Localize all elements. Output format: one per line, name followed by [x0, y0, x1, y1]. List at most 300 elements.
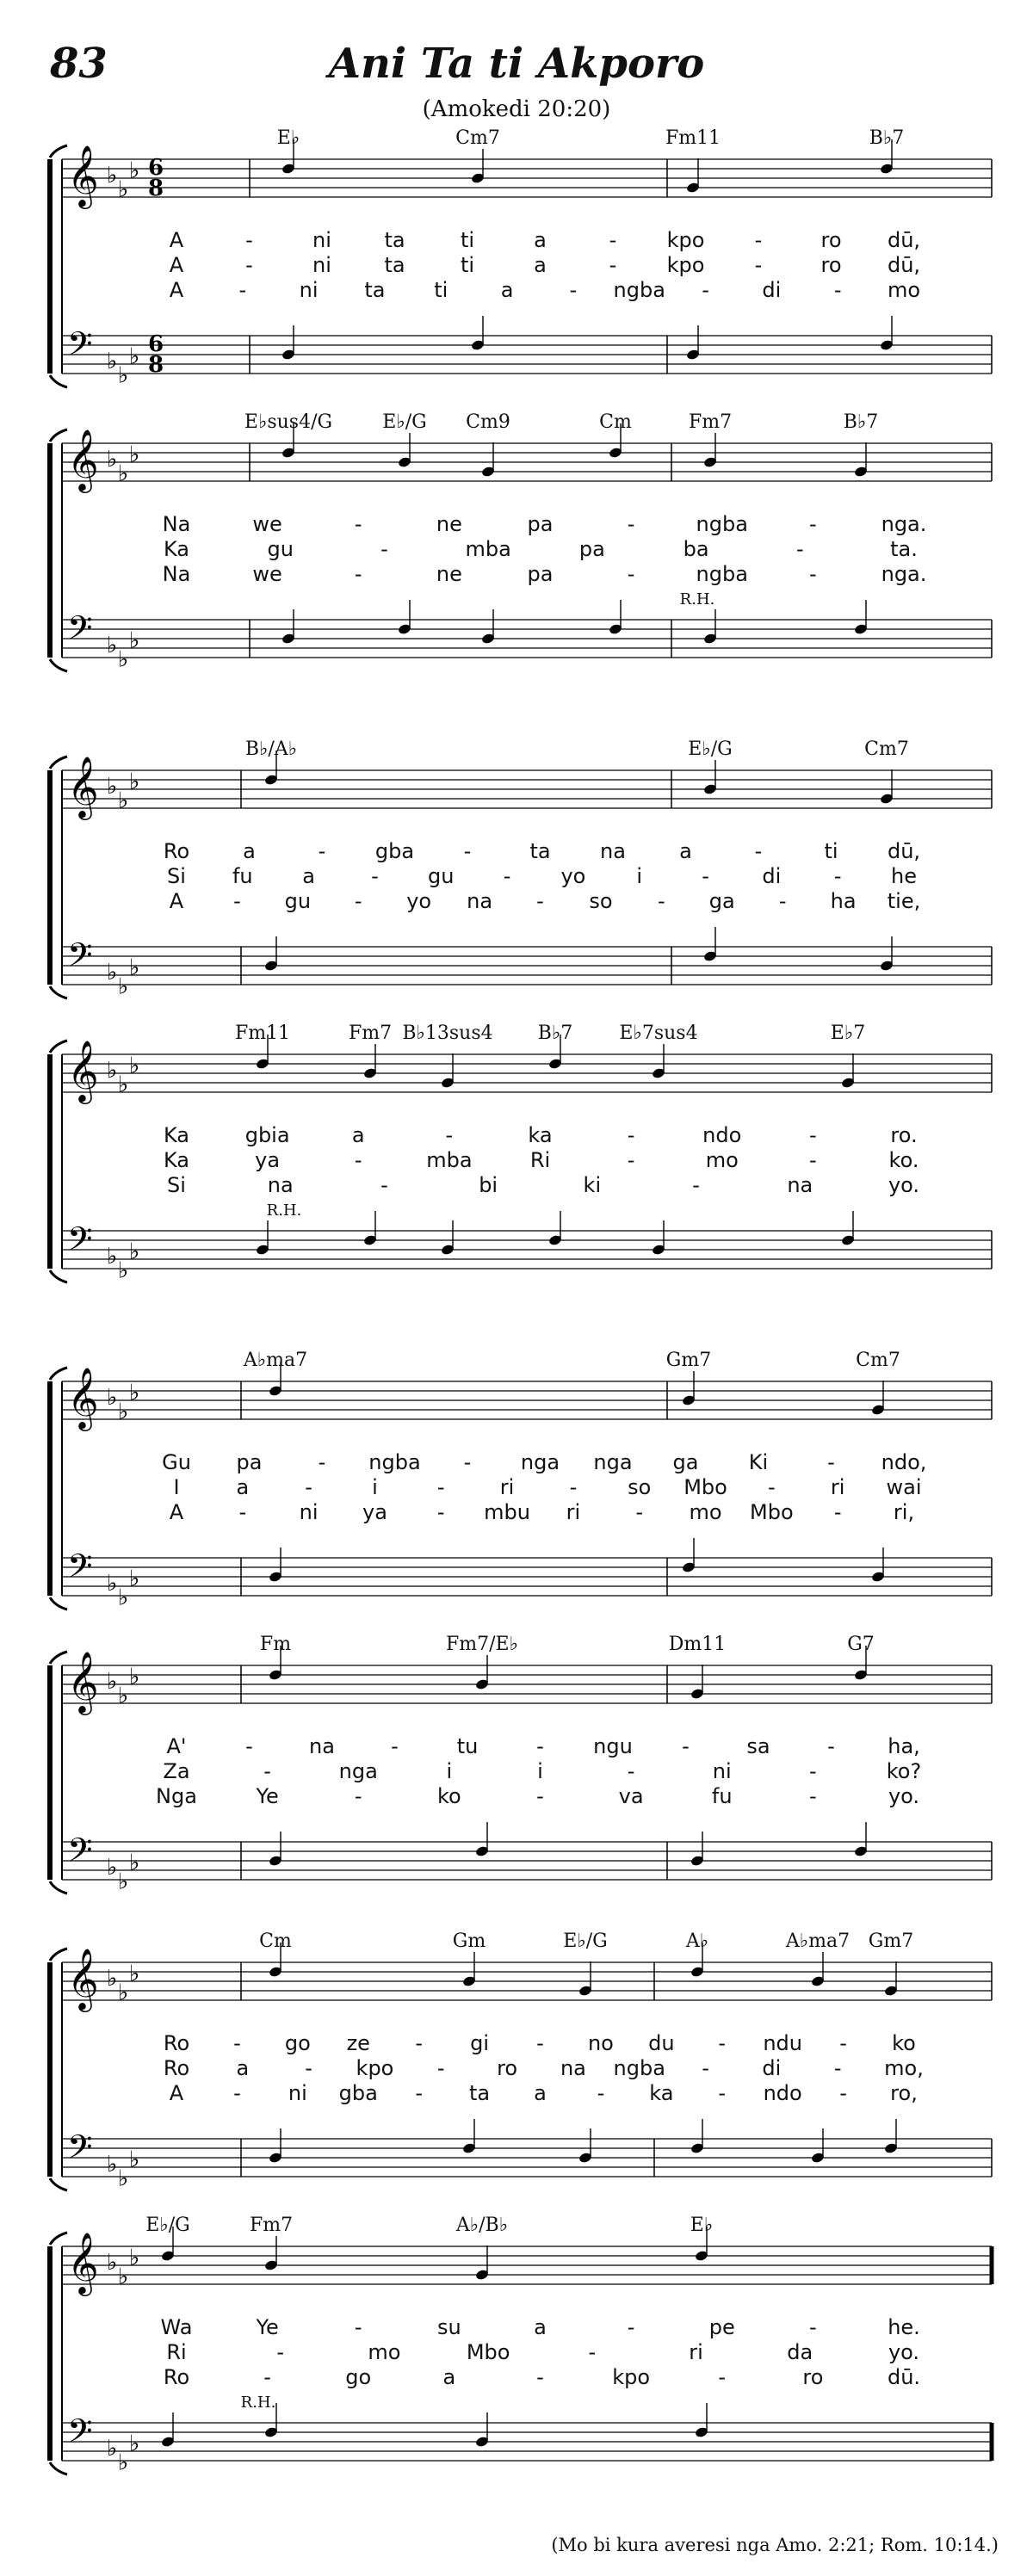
lyric-syllable: I [173, 1475, 180, 1499]
svg-text:♭: ♭ [129, 2245, 140, 2271]
lyric-syllable: Ro [163, 2056, 190, 2080]
syllable-hyphen: - [833, 2056, 842, 2080]
lyric-line-1 [0, 1734, 1033, 1760]
lyric-syllable: yo. [888, 1784, 920, 1808]
lyric-syllable: ha, [888, 1734, 920, 1758]
lyric-syllable: va [618, 1784, 644, 1808]
lyric-syllable: gi [470, 2031, 490, 2055]
lyric-syllable: a [534, 2081, 547, 2105]
lyric-syllable: i [372, 1475, 378, 1499]
lyric-syllable: go [284, 2031, 311, 2055]
chord-symbol: B♭13sus4 [402, 1022, 493, 1044]
syllable-hyphen: - [809, 512, 817, 536]
lyric-syllable: ngba [696, 562, 748, 586]
syllable-hyphen: - [702, 864, 709, 888]
lyric-syllable: gu [284, 889, 312, 913]
svg-text:♭: ♭ [118, 1869, 129, 1895]
bass-clef-icon: 𝄢 [67, 608, 93, 655]
lyric-syllable: ri [566, 1500, 581, 1524]
svg-text:♭: ♭ [107, 447, 118, 473]
svg-text:♭: ♭ [107, 1571, 118, 1597]
syllable-hyphen: - [463, 839, 472, 863]
lyric-syllable: pa [527, 512, 554, 536]
chord-symbol: E♭/G [688, 738, 733, 760]
treble-clef-icon: 𝄞 [67, 2231, 99, 2294]
lyric-syllable: Ro [163, 2365, 190, 2389]
chord-symbol: Gm [452, 1930, 486, 1952]
svg-text:♭: ♭ [107, 163, 118, 188]
right-hand-marker: R.H. [679, 590, 715, 608]
syllable-hyphen: - [754, 228, 763, 252]
lyric-syllable: ngba [613, 278, 665, 302]
syllable-hyphen: - [503, 864, 511, 888]
lyric-syllable: mo, [884, 2056, 924, 2080]
syllable-hyphen: - [657, 889, 665, 913]
syllable-hyphen: - [569, 278, 578, 302]
chord-symbol: A♭/B♭ [455, 2215, 509, 2236]
lyric-syllable: Ri [166, 2340, 187, 2364]
lyric-syllable: ndo [763, 2081, 802, 2105]
syllable-hyphen: - [609, 228, 617, 252]
syllable-hyphen: - [768, 1475, 776, 1499]
svg-text:♭: ♭ [129, 2431, 140, 2457]
lyric-syllable: so [589, 889, 613, 913]
system-7 [0, 1924, 1033, 2216]
lyric-syllable: ta [384, 228, 405, 252]
lyric-syllable: i [446, 1759, 453, 1783]
lyric-syllable: he [891, 864, 917, 888]
lyric-line-3 [0, 278, 1033, 304]
lyric-line-1 [0, 228, 1033, 254]
lyric-syllable: Na [162, 562, 191, 586]
right-hand-marker: R.H. [240, 2394, 276, 2412]
svg-text:♭: ♭ [118, 1399, 129, 1425]
lyric-syllable: na [560, 2056, 586, 2080]
lyric-syllable: yo. [888, 1173, 920, 1197]
svg-text:♭: ♭ [107, 1385, 118, 1411]
svg-text:♭: ♭ [129, 1664, 140, 1690]
lyric-syllable: A [169, 228, 184, 252]
chord-symbol: B♭7 [869, 127, 905, 149]
lyric-syllable: gu [428, 864, 455, 888]
system-4 [0, 1016, 1033, 1308]
lyric-syllable: ta [529, 839, 551, 863]
svg-text:♭: ♭ [129, 1566, 140, 1592]
lyric-syllable: ndo, [881, 1450, 927, 1474]
syllable-hyphen: - [839, 2081, 847, 2105]
lyric-syllable: Ka [163, 1123, 190, 1147]
chord-symbol: Cm7 [864, 738, 909, 760]
svg-text:♭: ♭ [129, 627, 140, 654]
syllable-hyphen: - [833, 278, 842, 302]
lyric-syllable: A [169, 889, 184, 913]
svg-text:6: 6 [148, 155, 164, 181]
bass-clef-icon: 𝄢 [67, 2412, 93, 2458]
lyric-syllable: Si [167, 1173, 186, 1197]
lyric-syllable: kpo [612, 2365, 651, 2389]
lyric-syllable: dū, [887, 839, 921, 863]
lyric-syllable: we [252, 512, 282, 536]
lyric-line-2 [0, 1475, 1033, 1501]
lyric-syllable: ya [255, 1148, 281, 1172]
lyric-syllable: A [169, 1500, 184, 1524]
lyric-syllable: ni [312, 253, 331, 277]
bass-clef-icon: 𝄢 [67, 1220, 93, 1266]
syllable-hyphen: - [238, 1500, 247, 1524]
svg-text:♭: ♭ [129, 2147, 140, 2173]
svg-text:♭: ♭ [107, 2152, 118, 2178]
chord-symbol: Gm7 [665, 1350, 712, 1371]
lyric-syllable: nga. [881, 512, 927, 536]
lyric-syllable: ngba [613, 2056, 665, 2080]
lyric-syllable: Ye [256, 2315, 279, 2339]
lyric-syllable: A' [166, 1734, 187, 1758]
syllable-hyphen: - [795, 537, 804, 561]
lyric-syllable: Nga [156, 1784, 197, 1808]
lyric-syllable: ka [649, 2081, 674, 2105]
lyric-syllable: Mbo [684, 1475, 727, 1499]
syllable-hyphen: - [354, 2315, 362, 2339]
lyric-syllable: bi [479, 1173, 498, 1197]
lyric-syllable: ro. [890, 1123, 918, 1147]
lyric-syllable: a [500, 278, 514, 302]
lyric-syllable: ko? [886, 1759, 922, 1783]
lyric-syllable: Ki [748, 1450, 769, 1474]
lyric-syllable: A [169, 2081, 184, 2105]
lyric-syllable: a [302, 864, 315, 888]
lyric-syllable: Wa [160, 2315, 193, 2339]
syllable-hyphen: - [839, 2031, 847, 2055]
syllable-hyphen: - [627, 512, 635, 536]
chord-symbol: Cm9 [466, 411, 510, 433]
syllable-hyphen: - [263, 2365, 271, 2389]
lyric-syllable: du [648, 2031, 675, 2055]
lyric-syllable: a [236, 2056, 250, 2080]
lyric-syllable: Ka [163, 537, 190, 561]
lyric-syllable: ngba [368, 1450, 421, 1474]
lyric-syllable: ni [712, 1759, 732, 1783]
syllable-hyphen: - [233, 2081, 241, 2105]
lyric-syllable: A [169, 278, 184, 302]
syllable-hyphen: - [536, 2365, 544, 2389]
lyric-syllable: di [762, 864, 782, 888]
lyric-syllable: fu [232, 864, 253, 888]
lyric-syllable: Za [163, 1759, 190, 1783]
lyric-syllable: na [309, 1734, 335, 1758]
lyric-syllable: na [787, 1173, 813, 1197]
lyric-syllable: yo [406, 889, 432, 913]
lyric-syllable: a [243, 839, 256, 863]
lyric-line-2 [0, 864, 1033, 890]
chord-symbol: Cm [599, 411, 632, 433]
svg-text:♭: ♭ [118, 362, 129, 389]
syllable-hyphen: - [635, 1500, 644, 1524]
syllable-hyphen: - [627, 1759, 635, 1783]
syllable-hyphen: - [305, 1475, 312, 1499]
lyric-syllable: dū, [887, 253, 921, 277]
svg-text:♭: ♭ [129, 1380, 140, 1406]
treble-clef-icon: 𝄞 [67, 1947, 99, 2010]
svg-text:♭: ♭ [129, 1850, 140, 1876]
lyric-line-1 [0, 1123, 1033, 1149]
svg-text:♭: ♭ [107, 960, 118, 985]
lyric-syllable: so [628, 1475, 652, 1499]
lyric-syllable: ti [460, 253, 475, 277]
lyric-syllable: ro [802, 2365, 824, 2389]
lyric-syllable: ni [299, 278, 319, 302]
syllable-hyphen: - [692, 1173, 700, 1197]
lyric-line-1 [0, 839, 1033, 865]
syllable-hyphen: - [536, 2031, 544, 2055]
lyric-syllable: go [345, 2365, 372, 2389]
lyric-syllable: ni [288, 2081, 307, 2105]
syllable-hyphen: - [263, 1759, 271, 1783]
footer-note: (Mo bi kura averesi nga Amo. 2:21; Rom. 10:14.) [551, 2535, 999, 2555]
chord-symbol: Fm11 [665, 127, 721, 149]
svg-text:♭: ♭ [118, 1585, 129, 1611]
syllable-hyphen: - [233, 889, 241, 913]
lyric-syllable: a [534, 228, 547, 252]
treble-clef-icon: 𝄞 [67, 1650, 99, 1713]
svg-text:♭: ♭ [107, 1244, 118, 1269]
lyric-syllable: kpo [666, 253, 705, 277]
lyric-line-3 [0, 1784, 1033, 1810]
syllable-hyphen: - [588, 2340, 597, 2364]
lyric-line-3 [0, 2081, 1033, 2107]
lyric-syllable: ko. [888, 1148, 919, 1172]
lyric-syllable: pe [708, 2315, 735, 2339]
lyric-syllable: nga [593, 1450, 633, 1474]
lyric-line-1 [0, 512, 1033, 538]
chord-symbol: G7 [847, 1634, 875, 1655]
svg-text:♭: ♭ [107, 774, 118, 800]
syllable-hyphen: - [702, 2056, 709, 2080]
syllable-hyphen: - [833, 864, 842, 888]
chord-symbol: Fm [259, 1634, 292, 1655]
syllable-hyphen: - [391, 1734, 399, 1758]
syllable-hyphen: - [354, 1148, 362, 1172]
system-1 [0, 120, 1033, 413]
lyric-syllable: ngu [593, 1734, 633, 1758]
syllable-hyphen: - [233, 2031, 241, 2055]
lyric-syllable: mba [426, 1148, 473, 1172]
lyric-syllable: ba [683, 537, 709, 561]
syllable-hyphen: - [609, 253, 617, 277]
lyric-line-2 [0, 2056, 1033, 2082]
lyric-syllable: gba [374, 839, 415, 863]
treble-clef-icon: 𝄞 [67, 428, 99, 491]
svg-text:♭: ♭ [118, 646, 129, 673]
lyric-syllable: na [600, 839, 626, 863]
bass-clef-icon: 𝄢 [67, 936, 93, 982]
syllable-hyphen: - [702, 278, 709, 302]
svg-text:♭: ♭ [129, 954, 140, 981]
hymn-subtitle: (Amokedi 20:20) [422, 96, 611, 122]
lyric-syllable: dū. [887, 2365, 921, 2389]
lyric-syllable: ngba [696, 512, 748, 536]
bass-clef-icon: 𝄢 [67, 1831, 93, 1877]
lyric-syllable: a [534, 253, 547, 277]
svg-text:♭: ♭ [118, 2449, 129, 2476]
svg-text:♭: ♭ [129, 1053, 140, 1079]
chord-symbol: Fm7 [249, 2215, 294, 2236]
svg-text:♭: ♭ [107, 1966, 118, 1992]
lyric-syllable: su [437, 2315, 461, 2339]
syllable-hyphen: - [809, 562, 817, 586]
system-5 [0, 1343, 1033, 1635]
syllable-hyphen: - [318, 839, 326, 863]
lyric-syllable: sa [746, 1734, 770, 1758]
lyric-syllable: ki [583, 1173, 602, 1197]
lyric-line-3 [0, 1173, 1033, 1199]
syllable-hyphen: - [354, 562, 362, 586]
lyric-syllable: yo [560, 864, 586, 888]
chord-symbol: E♭/G [145, 2215, 190, 2236]
lyric-syllable: wai [886, 1475, 922, 1499]
lyric-syllable: Ri [529, 1148, 551, 1172]
bass-clef-icon: 𝄢 [67, 324, 93, 371]
lyric-syllable: ni [312, 228, 331, 252]
svg-text:♭: ♭ [107, 1669, 118, 1695]
treble-clef-icon: 𝄞 [67, 1039, 99, 1102]
syllable-hyphen: - [833, 1500, 842, 1524]
lyric-syllable: Ye [256, 1784, 279, 1808]
chord-symbol: E♭ [276, 127, 300, 149]
lyric-syllable: Si [167, 864, 186, 888]
lyric-syllable: ga [708, 889, 735, 913]
svg-text:♭: ♭ [118, 973, 129, 1000]
syllable-hyphen: - [276, 2340, 285, 2364]
svg-text:♭: ♭ [118, 1683, 129, 1709]
chord-symbol: Fm11 [234, 1022, 291, 1044]
syllable-hyphen: - [536, 1784, 544, 1808]
lyric-line-3 [0, 889, 1033, 915]
hymn-header [0, 0, 1033, 120]
lyric-syllable: yo. [888, 2340, 920, 2364]
lyric-syllable: nga [338, 1759, 378, 1783]
lyric-syllable: ta [364, 278, 386, 302]
syllable-hyphen: - [809, 1148, 817, 1172]
lyric-syllable: ni [299, 1500, 319, 1524]
lyric-syllable: tie, [887, 889, 921, 913]
syllable-hyphen: - [569, 1475, 578, 1499]
lyric-syllable: he. [888, 2315, 920, 2339]
lyric-syllable: ndu [763, 2031, 802, 2055]
lyric-syllable: na [467, 889, 493, 913]
syllable-hyphen: - [627, 1148, 635, 1172]
svg-text:♭: ♭ [129, 343, 140, 370]
svg-text:♭: ♭ [107, 2436, 118, 2462]
lyric-syllable: nga [520, 1450, 560, 1474]
syllable-hyphen: - [536, 889, 544, 913]
lyric-syllable: mo [705, 1148, 739, 1172]
syllable-hyphen: - [436, 1500, 445, 1524]
lyric-syllable: mba [465, 537, 511, 561]
lyric-syllable: fu [711, 1784, 733, 1808]
lyric-syllable: Ro [163, 839, 190, 863]
lyric-syllable: a [442, 2365, 456, 2389]
syllable-hyphen: - [380, 1173, 388, 1197]
system-6 [0, 1627, 1033, 1919]
lyric-line-1 [0, 2031, 1033, 2057]
lyric-syllable: ne [436, 562, 462, 586]
lyric-syllable: A [169, 253, 184, 277]
syllable-hyphen: - [415, 2081, 423, 2105]
lyric-line-2 [0, 1148, 1033, 1174]
lyric-syllable: ndo [702, 1123, 742, 1147]
chord-symbol: Fm7 [348, 1022, 393, 1044]
bass-clef-icon: 𝄢 [67, 1547, 93, 1593]
lyric-syllable: ti [824, 839, 838, 863]
chord-symbol: Fm7 [688, 411, 733, 433]
svg-text:♭: ♭ [107, 1855, 118, 1881]
lyric-syllable: ga [672, 1450, 699, 1474]
lyric-syllable: ta [384, 253, 405, 277]
syllable-hyphen: - [463, 1450, 472, 1474]
syllable-hyphen: - [536, 1734, 544, 1758]
lyric-syllable: ri, [893, 1500, 915, 1524]
lyric-line-1 [0, 2315, 1033, 2341]
svg-text:♭: ♭ [129, 769, 140, 795]
lyric-syllable: ne [436, 512, 462, 536]
lyric-line-1 [0, 1450, 1033, 1476]
system-8 [0, 2208, 1033, 2500]
lyric-syllable: ya [362, 1500, 387, 1524]
syllable-hyphen: - [354, 1784, 362, 1808]
syllable-hyphen: - [809, 1784, 817, 1808]
syllable-hyphen: - [718, 2365, 727, 2389]
syllable-hyphen: - [445, 1123, 454, 1147]
svg-text:♭: ♭ [129, 158, 140, 184]
lyric-syllable: Na [162, 512, 191, 536]
lyric-line-2 [0, 253, 1033, 279]
syllable-hyphen: - [718, 2081, 727, 2105]
svg-text:♭: ♭ [118, 1980, 129, 2006]
lyric-syllable: ri [689, 2340, 703, 2364]
syllable-hyphen: - [436, 2056, 445, 2080]
svg-text:8: 8 [148, 352, 164, 378]
syllable-hyphen: - [354, 889, 362, 913]
lyric-syllable: gbia [244, 1123, 290, 1147]
svg-text:6: 6 [148, 331, 164, 357]
syllable-hyphen: - [809, 1759, 817, 1783]
syllable-hyphen: - [245, 253, 253, 277]
hymn-title: Ani Ta ti Akporo [328, 40, 705, 88]
lyric-syllable: ri [830, 1475, 845, 1499]
chord-symbol: E♭7sus4 [619, 1022, 698, 1044]
syllable-hyphen: - [597, 2081, 605, 2105]
lyric-syllable: ti [460, 228, 475, 252]
lyric-syllable: nga. [881, 562, 927, 586]
svg-text:♭: ♭ [118, 2264, 129, 2290]
lyric-syllable: kpo [356, 2056, 394, 2080]
lyric-syllable: ro [820, 228, 842, 252]
syllable-hyphen: - [627, 1123, 635, 1147]
lyric-syllable: ko [437, 1784, 461, 1808]
lyric-syllable: ro, [890, 2081, 918, 2105]
treble-clef-icon: 𝄞 [67, 144, 99, 207]
treble-clef-icon: 𝄞 [67, 755, 99, 818]
lyric-syllable: Mbo [466, 2340, 510, 2364]
svg-text:♭: ♭ [107, 349, 118, 374]
chord-symbol: Dm11 [668, 1634, 727, 1655]
chord-symbol: Cm7 [856, 1350, 900, 1371]
lyric-syllable: Ro [163, 2031, 190, 2055]
lyric-syllable: a [351, 1123, 365, 1147]
chord-symbol: Cm7 [455, 127, 500, 149]
chord-symbol: Cm [259, 1930, 292, 1952]
lyric-syllable: a [534, 2315, 547, 2339]
